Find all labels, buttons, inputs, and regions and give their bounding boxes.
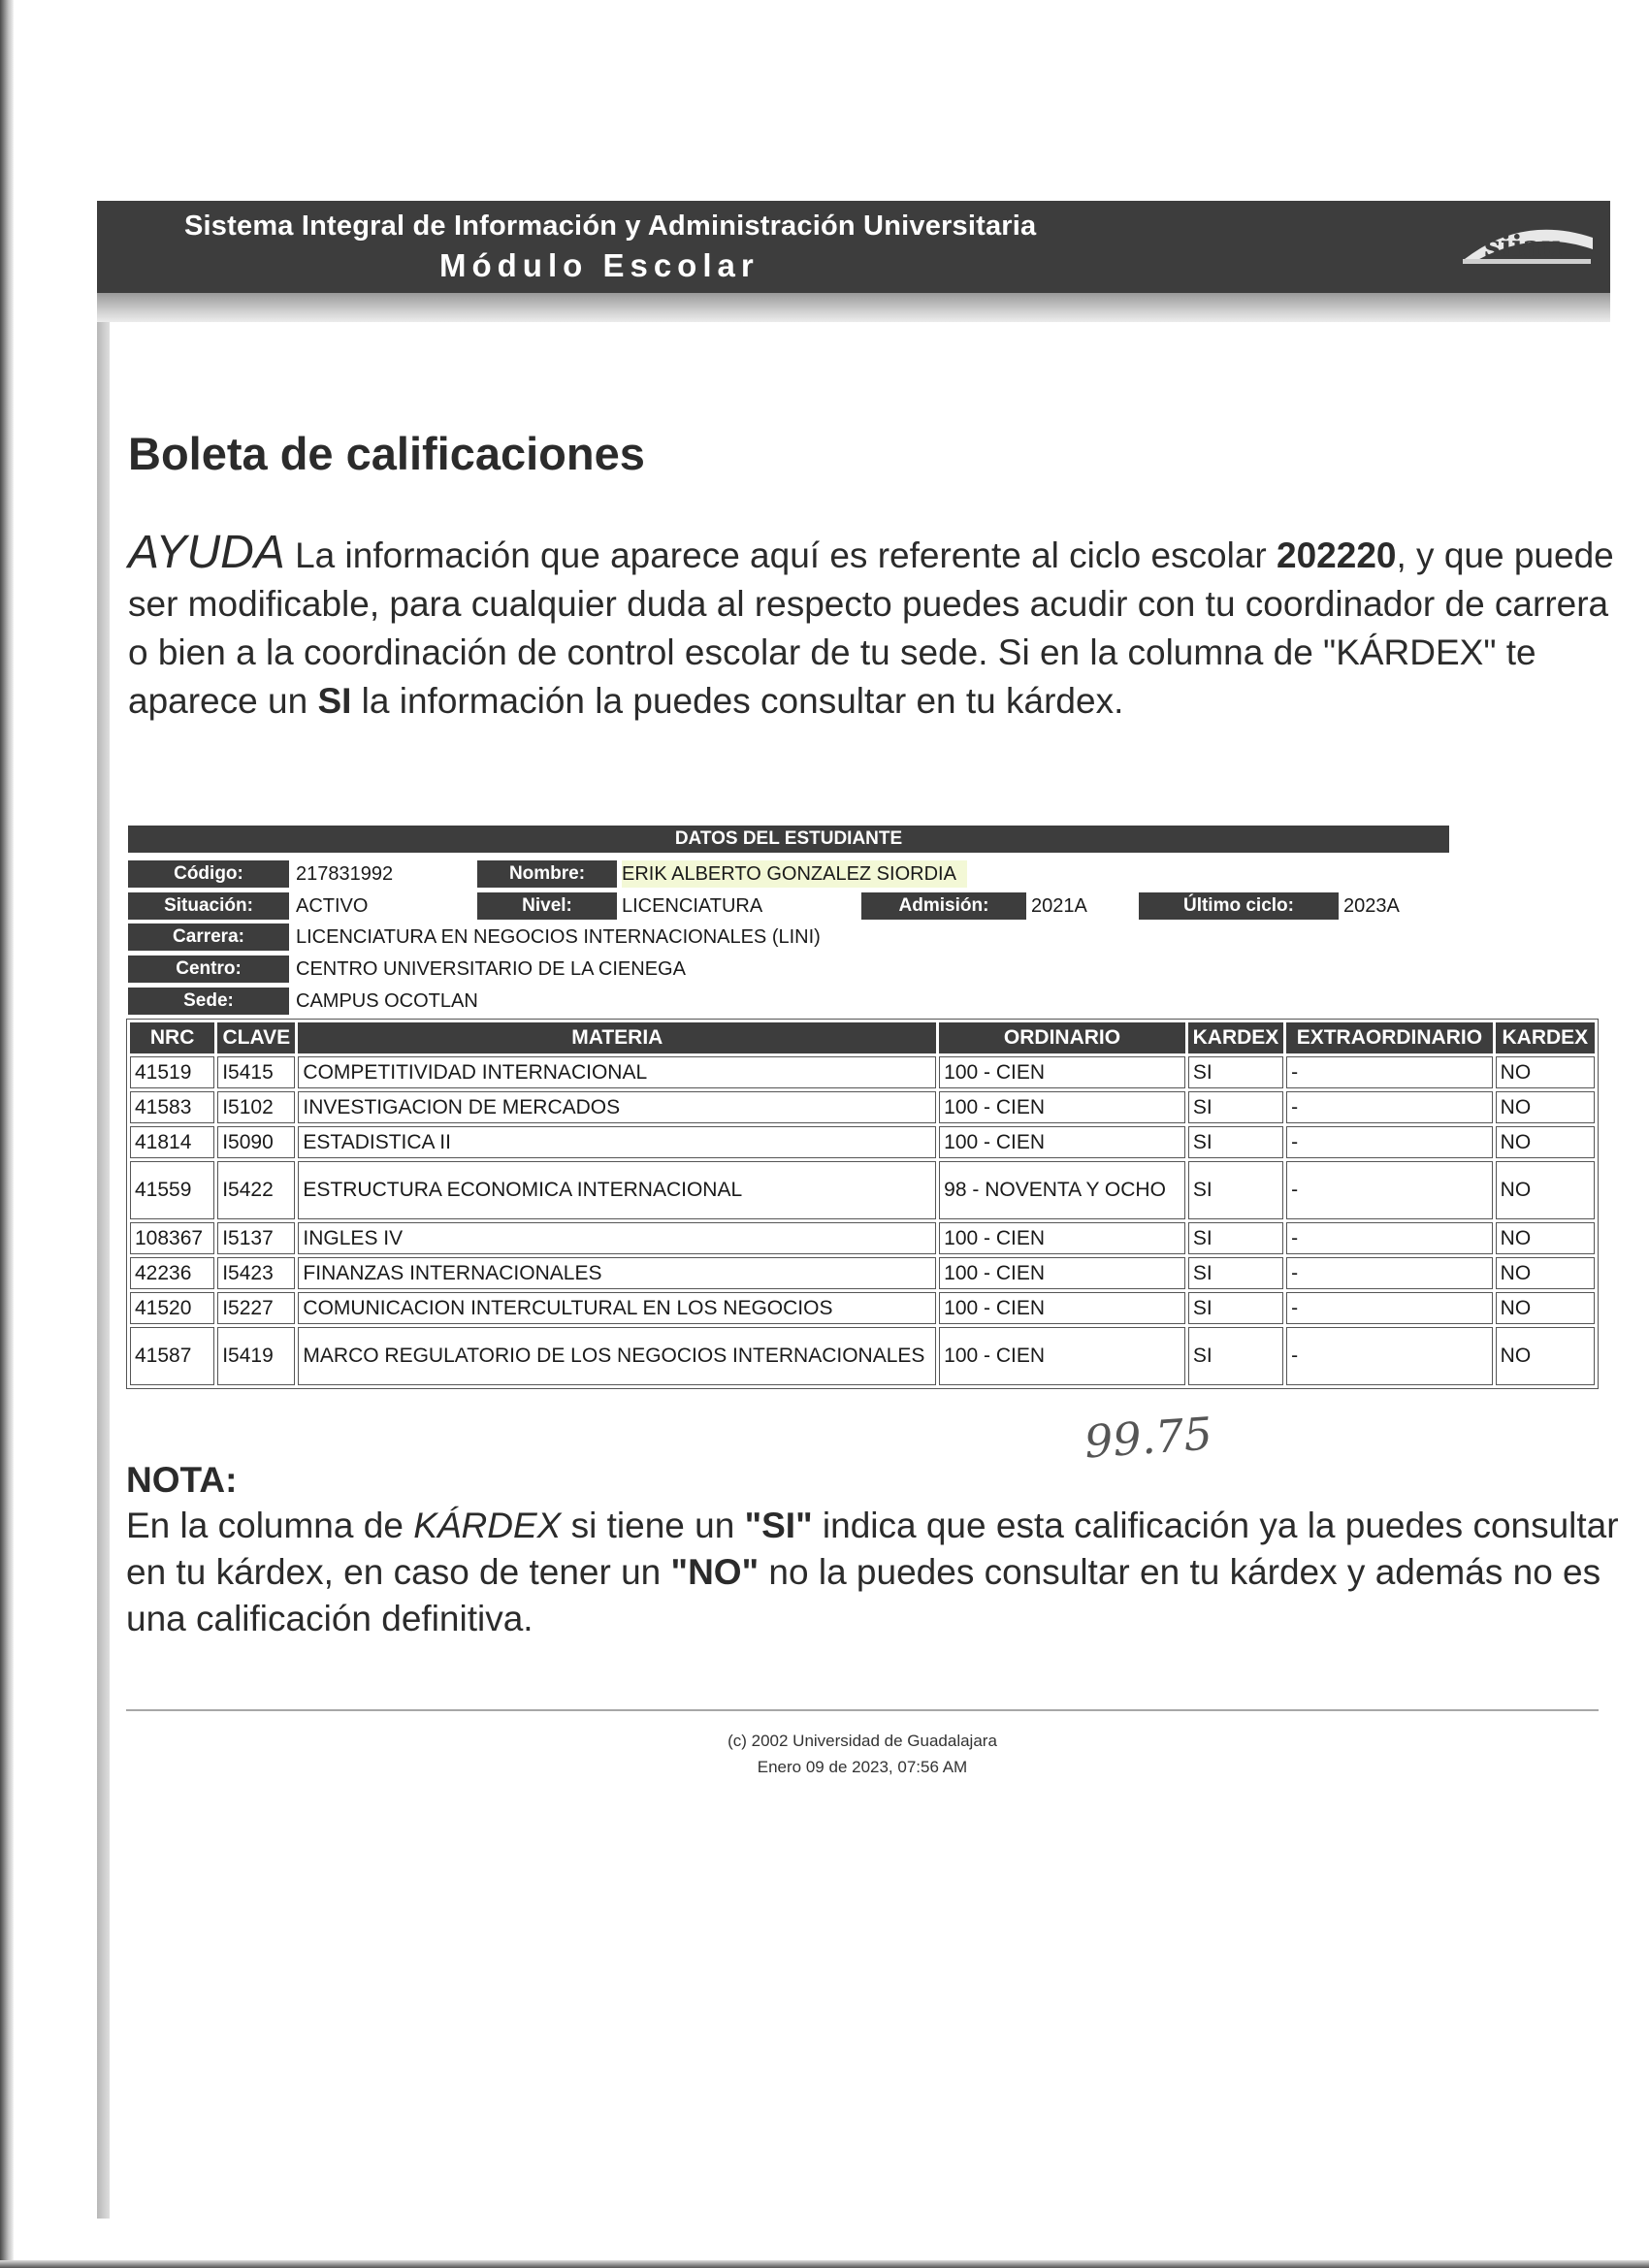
student-section-title: DATOS DEL ESTUDIANTE <box>128 826 1449 853</box>
kardex-2-cell: NO <box>1496 1056 1595 1088</box>
nivel-value: LICENCIATURA <box>622 895 763 917</box>
materia-cell: INVESTIGACION DE MERCADOS <box>298 1091 936 1123</box>
clave-cell: I5423 <box>217 1257 295 1289</box>
extraordinario-cell: - <box>1286 1056 1493 1088</box>
extraordinario-cell: - <box>1286 1126 1493 1158</box>
kardex-cell: SI <box>1188 1126 1283 1158</box>
header-bar <box>97 201 1610 293</box>
ordinario-cell: 100 - CIEN <box>939 1257 1185 1289</box>
codigo-value: 217831992 <box>296 863 394 885</box>
header-clave: CLAVE <box>217 1022 295 1053</box>
nrc-cell: 42236 <box>130 1257 214 1289</box>
materia-cell: COMPETITIVIDAD INTERNACIONAL <box>298 1056 936 1088</box>
kardex-2-cell: NO <box>1496 1091 1595 1123</box>
clave-cell: I5137 <box>217 1222 295 1254</box>
footer-copyright: (c) 2002 Universidad de Guadalajara <box>728 1732 997 1750</box>
nota-text <box>126 1503 1620 1642</box>
carrera-label: Carrera: <box>128 923 289 951</box>
table-row <box>130 1091 1595 1123</box>
table-row <box>130 1056 1595 1088</box>
situacion-value: ACTIVO <box>296 895 369 917</box>
grades-header-row <box>130 1022 1595 1053</box>
footer-date: Enero 09 de 2023, 07:56 AM <box>757 1758 968 1776</box>
clave-cell: I5422 <box>217 1161 295 1219</box>
codigo-label: Código: <box>128 860 289 888</box>
table-row <box>130 1292 1595 1324</box>
header-ordinario: ORDINARIO <box>939 1022 1185 1053</box>
clave-cell: I5419 <box>217 1327 295 1385</box>
ultimo-ciclo-value: 2023A <box>1343 895 1400 917</box>
kardex-2-cell: NO <box>1496 1161 1595 1219</box>
header-kardex-2: KARDEX <box>1496 1022 1595 1053</box>
materia-cell: ESTADISTICA II <box>298 1126 936 1158</box>
materia-cell: COMUNICACION INTERCULTURAL EN LOS NEGOCIOS <box>298 1292 936 1324</box>
nota-kardex: KÁRDEX <box>413 1506 562 1545</box>
side-rail <box>97 322 110 2219</box>
nrc-cell: 41519 <box>130 1056 214 1088</box>
help-si: SI <box>317 681 352 721</box>
admision-value: 2021A <box>1031 895 1087 917</box>
nrc-cell: 41583 <box>130 1091 214 1123</box>
nombre-value: ERIK ALBERTO GONZALEZ SIORDIA <box>622 860 967 888</box>
kardex-cell: SI <box>1188 1292 1283 1324</box>
help-paragraph <box>128 529 1622 726</box>
table-row <box>130 1222 1595 1254</box>
nota-t4: no la puedes consultar en tu kárdex y además no es una calificación definitiva. <box>126 1552 1601 1638</box>
kardex-cell: SI <box>1188 1056 1283 1088</box>
nivel-label: Nivel: <box>477 892 617 920</box>
centro-label: Centro: <box>128 956 289 983</box>
ordinario-cell: 100 - CIEN <box>939 1292 1185 1324</box>
clave-cell: I5415 <box>217 1056 295 1088</box>
kardex-2-cell: NO <box>1496 1126 1595 1158</box>
ordinario-cell: 100 - CIEN <box>939 1056 1185 1088</box>
logo-text: siiau <box>1484 230 1563 264</box>
table-row <box>130 1327 1595 1385</box>
help-text-1: La información que aparece aquí es referente al ciclo escolar <box>284 535 1277 575</box>
ultimo-ciclo-label: Último ciclo: <box>1139 892 1339 920</box>
clave-cell: I5102 <box>217 1091 295 1123</box>
handwritten-average: 99.75 <box>1083 1407 1214 1469</box>
kardex-2-cell: NO <box>1496 1327 1595 1385</box>
scan-edge-bottom <box>0 2260 1649 2268</box>
header-kardex: KARDEX <box>1188 1022 1283 1053</box>
help-lead: AYUDA <box>128 527 285 578</box>
ordinario-cell: 100 - CIEN <box>939 1091 1185 1123</box>
page-title: Boleta de calificaciones <box>128 428 645 479</box>
clave-cell: I5090 <box>217 1126 295 1158</box>
extraordinario-cell: - <box>1286 1327 1493 1385</box>
header-nrc: NRC <box>130 1022 214 1053</box>
kardex-cell: SI <box>1188 1161 1283 1219</box>
nota-no: "NO" <box>670 1552 760 1592</box>
extraordinario-cell: - <box>1286 1292 1493 1324</box>
kardex-cell: SI <box>1188 1257 1283 1289</box>
ordinario-cell: 98 - NOVENTA Y OCHO <box>939 1161 1185 1219</box>
nrc-cell: 41587 <box>130 1327 214 1385</box>
nrc-cell: 108367 <box>130 1222 214 1254</box>
materia-cell: MARCO REGULATORIO DE LOS NEGOCIOS INTERNACIONALES <box>298 1327 936 1385</box>
table-row <box>130 1126 1595 1158</box>
help-text-2: , y que puede ser modificable, para cualquier duda al respecto puedes acudir con tu coordinador de carrera o bien a la coordinación de control escolar de tu sede. Si en la columna de "KÁRDEX" te aparece un <box>128 535 1614 721</box>
admision-label: Admisión: <box>861 892 1026 920</box>
extraordinario-cell: - <box>1286 1222 1493 1254</box>
system-title: Sistema Integral de Información y Administración Universitaria <box>184 211 1037 242</box>
nrc-cell: 41559 <box>130 1161 214 1219</box>
clave-cell: I5227 <box>217 1292 295 1324</box>
header-extraordinario: EXTRAORDINARIO <box>1286 1022 1493 1053</box>
extraordinario-cell: - <box>1286 1257 1493 1289</box>
nota-t2: si tiene un <box>561 1506 745 1545</box>
ordinario-cell: 100 - CIEN <box>939 1327 1185 1385</box>
table-row <box>130 1257 1595 1289</box>
materia-cell: INGLES IV <box>298 1222 936 1254</box>
header-shadow <box>97 293 1610 322</box>
siiau-logo <box>1455 220 1599 273</box>
ordinario-cell: 100 - CIEN <box>939 1126 1185 1158</box>
materia-cell: FINANZAS INTERNACIONALES <box>298 1257 936 1289</box>
nrc-cell: 41814 <box>130 1126 214 1158</box>
nota-si: "SI" <box>744 1506 813 1545</box>
situacion-label: Situación: <box>128 892 289 920</box>
help-cycle: 202220 <box>1277 535 1397 575</box>
sede-label: Sede: <box>128 988 289 1015</box>
nrc-cell: 41520 <box>130 1292 214 1324</box>
materia-cell: ESTRUCTURA ECONOMICA INTERNACIONAL <box>298 1161 936 1219</box>
nota-t3: indica que esta calificación ya la puedes consultar en tu kárdex, en caso de tener un <box>126 1506 1619 1592</box>
help-text-3: la información la puedes consultar en tu kárdex. <box>351 681 1124 721</box>
nota-t1: En la columna de <box>126 1506 414 1545</box>
scan-edge <box>0 0 14 2268</box>
header-materia: MATERIA <box>298 1022 936 1053</box>
kardex-2-cell: NO <box>1496 1257 1595 1289</box>
extraordinario-cell: - <box>1286 1161 1493 1219</box>
module-title: Módulo Escolar <box>439 247 760 283</box>
kardex-cell: SI <box>1188 1327 1283 1385</box>
kardex-cell: SI <box>1188 1091 1283 1123</box>
ordinario-cell: 100 - CIEN <box>939 1222 1185 1254</box>
kardex-2-cell: NO <box>1496 1222 1595 1254</box>
centro-value: CENTRO UNIVERSITARIO DE LA CIENEGA <box>296 958 686 980</box>
kardex-2-cell: NO <box>1496 1292 1595 1324</box>
extraordinario-cell: - <box>1286 1091 1493 1123</box>
nombre-label: Nombre: <box>477 860 617 888</box>
kardex-cell: SI <box>1188 1222 1283 1254</box>
grades-table <box>126 1019 1599 1389</box>
nota-title: NOTA: <box>126 1460 238 1500</box>
carrera-value: LICENCIATURA EN NEGOCIOS INTERNACIONALES (LINI) <box>296 926 821 948</box>
footer-divider <box>126 1709 1599 1711</box>
table-row <box>130 1161 1595 1219</box>
sede-value: CAMPUS OCOTLAN <box>296 990 478 1012</box>
